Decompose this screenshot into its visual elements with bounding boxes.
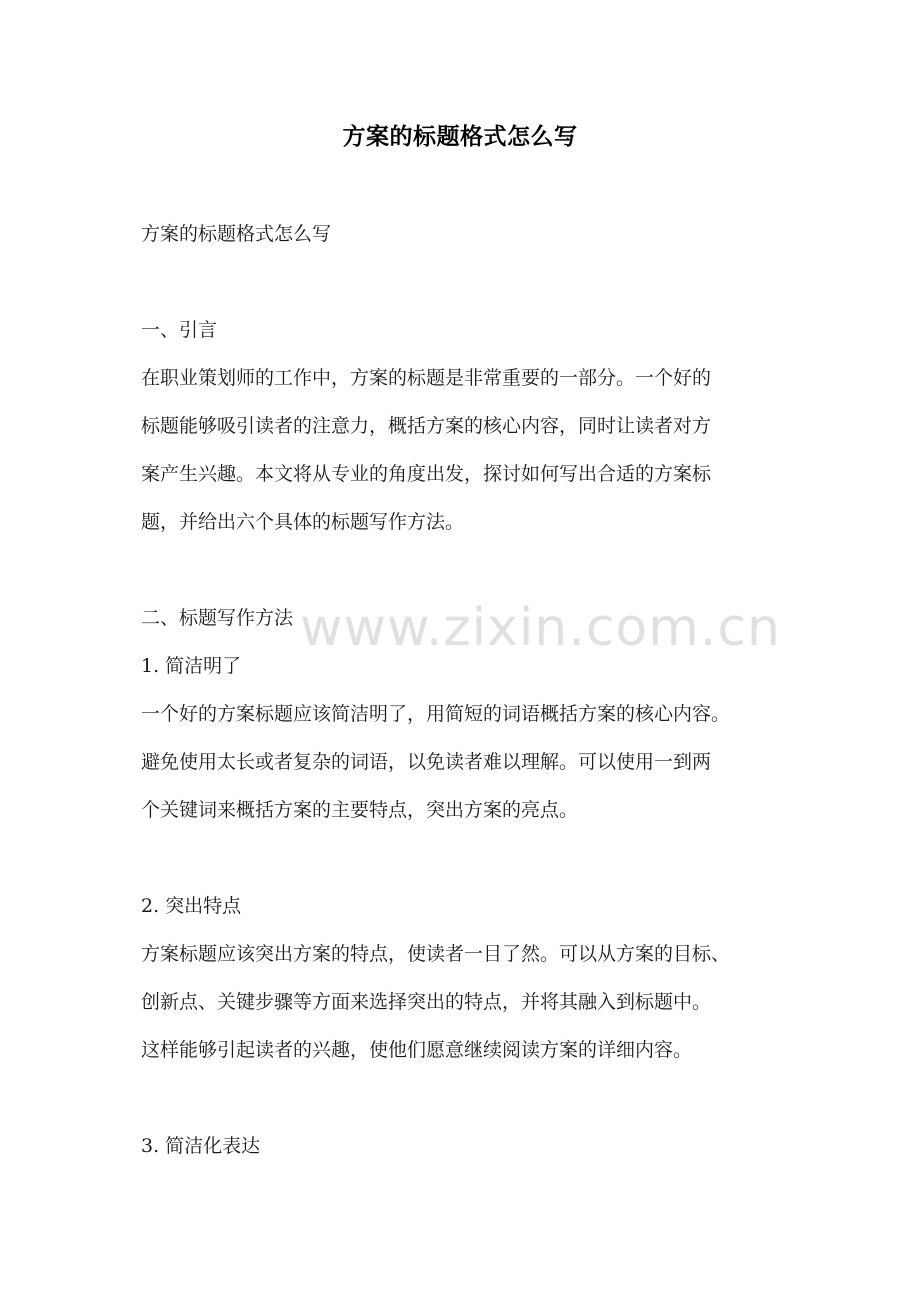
- paragraph-line: 标题能够吸引读者的注意力，概括方案的核心内容，同时让读者对方: [141, 415, 712, 437]
- item-heading-highlight: 2. 突出特点: [141, 895, 242, 917]
- section-heading-methods: 二、标题写作方法: [141, 607, 294, 629]
- paragraph-line: 在职业策划师的工作中，方案的标题是非常重要的一部分。一个好的: [141, 367, 712, 389]
- paragraph-line: 避免使用太长或者复杂的词语，以免读者难以理解。可以使用一到两: [141, 751, 712, 773]
- paragraph-line: 题，并给出六个具体的标题写作方法。: [141, 511, 465, 533]
- paragraph-line: 一个好的方案标题应该简洁明了，用简短的词语概括方案的核心内容。: [141, 703, 731, 725]
- section-heading-introduction: 一、引言: [141, 319, 218, 341]
- item-heading-concise: 1. 简洁明了: [141, 655, 242, 677]
- item-heading-simplified: 3. 简洁化表达: [141, 1135, 261, 1157]
- paragraph-line: 案产生兴趣。本文将从专业的角度出发，探讨如何写出合适的方案标: [141, 463, 712, 485]
- watermark: www.zixin.com.cn: [300, 598, 781, 658]
- document-title: 方案的标题格式怎么写: [342, 123, 578, 150]
- document-subtitle: 方案的标题格式怎么写: [141, 223, 332, 245]
- paragraph-line: 创新点、关键步骤等方面来选择突出的特点，并将其融入到标题中。: [141, 991, 712, 1013]
- paragraph-line: 个关键词来概括方案的主要特点，突出方案的亮点。: [141, 799, 579, 821]
- paragraph-line: 这样能够引起读者的兴趣，使他们愿意继续阅读方案的详细内容。: [141, 1039, 693, 1061]
- paragraph-line: 方案标题应该突出方案的特点，使读者一目了然。可以从方案的目标、: [141, 943, 731, 965]
